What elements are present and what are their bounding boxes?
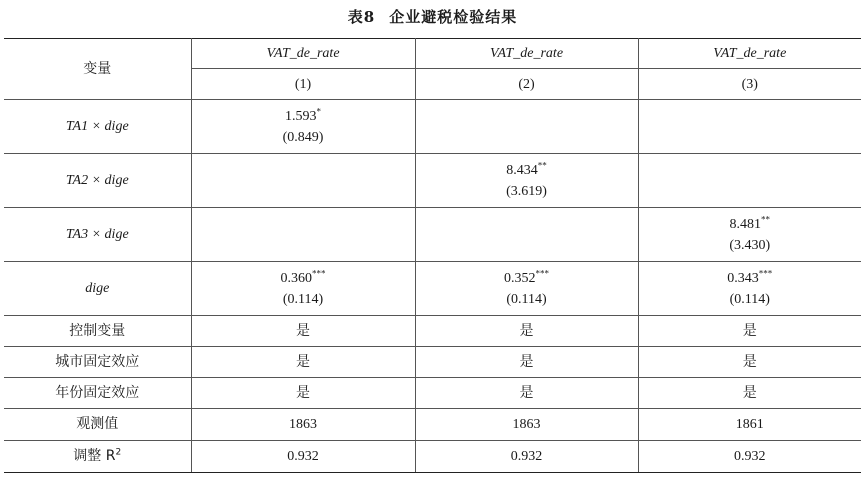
significance-stars: ** (761, 213, 770, 224)
control-flag: 是 (415, 316, 638, 347)
regression-table (4, 38, 861, 473)
row-label-ta1: TA1 × dige (4, 100, 191, 154)
table-number: 表8 (347, 8, 376, 26)
table-row (4, 347, 861, 378)
observations-value: 1863 (415, 409, 638, 441)
significance-stars: *** (312, 267, 326, 278)
coef-value: 8.434 (506, 162, 538, 178)
adj-r2-label: 调整 R (73, 448, 116, 464)
dep-var-col1: VAT_de_rate (191, 39, 415, 69)
row-label-ta2: TA2 × dige (4, 154, 191, 208)
row-label-controls: 控制变量 (4, 316, 191, 347)
row-label-observations: 观测值 (4, 409, 191, 441)
empty-cell (191, 208, 415, 262)
significance-stars: *** (758, 267, 773, 278)
std-error: (3.430) (729, 237, 771, 253)
adj-r2-value: 0.932 (638, 441, 861, 473)
r2-superscript: 2 (115, 447, 122, 458)
row-label-city-fe: 城市固定效应 (4, 347, 191, 378)
coef-value: 0.360 (280, 270, 312, 286)
significance-stars: ** (537, 159, 547, 170)
col-num-2: (2) (415, 69, 638, 100)
significance-stars: *** (535, 267, 549, 278)
empty-cell (638, 100, 861, 154)
coef-cell (191, 100, 415, 154)
observations-value: 1861 (638, 409, 861, 441)
table-title: 企业避税检验结果 (389, 8, 518, 26)
std-error: (0.849) (282, 129, 324, 145)
table-row (4, 262, 861, 316)
table-row (4, 208, 861, 262)
adj-r2-value: 0.932 (415, 441, 638, 473)
city-fe-flag: 是 (415, 347, 638, 378)
year-fe-flag: 是 (191, 378, 415, 409)
coef-cell (191, 262, 415, 316)
coef-value: 0.352 (504, 270, 536, 286)
table-row (4, 409, 861, 441)
row-label-dige: dige (4, 262, 191, 316)
row-label-adj-r2 (4, 441, 191, 473)
table-row (4, 316, 861, 347)
adj-r2-value: 0.932 (191, 441, 415, 473)
row-label-year-fe: 年份固定效应 (4, 378, 191, 409)
table-row (4, 378, 861, 409)
city-fe-flag: 是 (638, 347, 861, 378)
city-fe-flag: 是 (191, 347, 415, 378)
std-error: (3.619) (506, 183, 547, 199)
coef-value: 8.481 (729, 216, 761, 232)
dep-var-col3: VAT_de_rate (638, 39, 861, 69)
coef-cell (638, 262, 861, 316)
col-num-1: (1) (191, 69, 415, 100)
variable-header: 变量 (4, 39, 191, 100)
table-row (4, 441, 861, 473)
empty-cell (638, 154, 861, 208)
significance-stars: * (316, 105, 321, 116)
control-flag: 是 (191, 316, 415, 347)
table-row (4, 154, 861, 208)
coef-cell (415, 154, 638, 208)
empty-cell (415, 208, 638, 262)
control-flag: 是 (638, 316, 861, 347)
std-error: (0.114) (282, 291, 324, 307)
table-caption (0, 6, 865, 27)
dep-var-col2: VAT_de_rate (415, 39, 638, 69)
coef-value: 1.593 (285, 108, 317, 124)
empty-cell (415, 100, 638, 154)
empty-cell (191, 154, 415, 208)
coef-cell (415, 262, 638, 316)
observations-value: 1863 (191, 409, 415, 441)
std-error: (0.114) (506, 291, 547, 307)
coef-value: 0.343 (727, 270, 759, 286)
row-label-ta3: TA3 × dige (4, 208, 191, 262)
coef-cell (638, 208, 861, 262)
table-row (4, 100, 861, 154)
year-fe-flag: 是 (415, 378, 638, 409)
col-num-3: (3) (638, 69, 861, 100)
std-error: (0.114) (729, 291, 770, 307)
year-fe-flag: 是 (638, 378, 861, 409)
